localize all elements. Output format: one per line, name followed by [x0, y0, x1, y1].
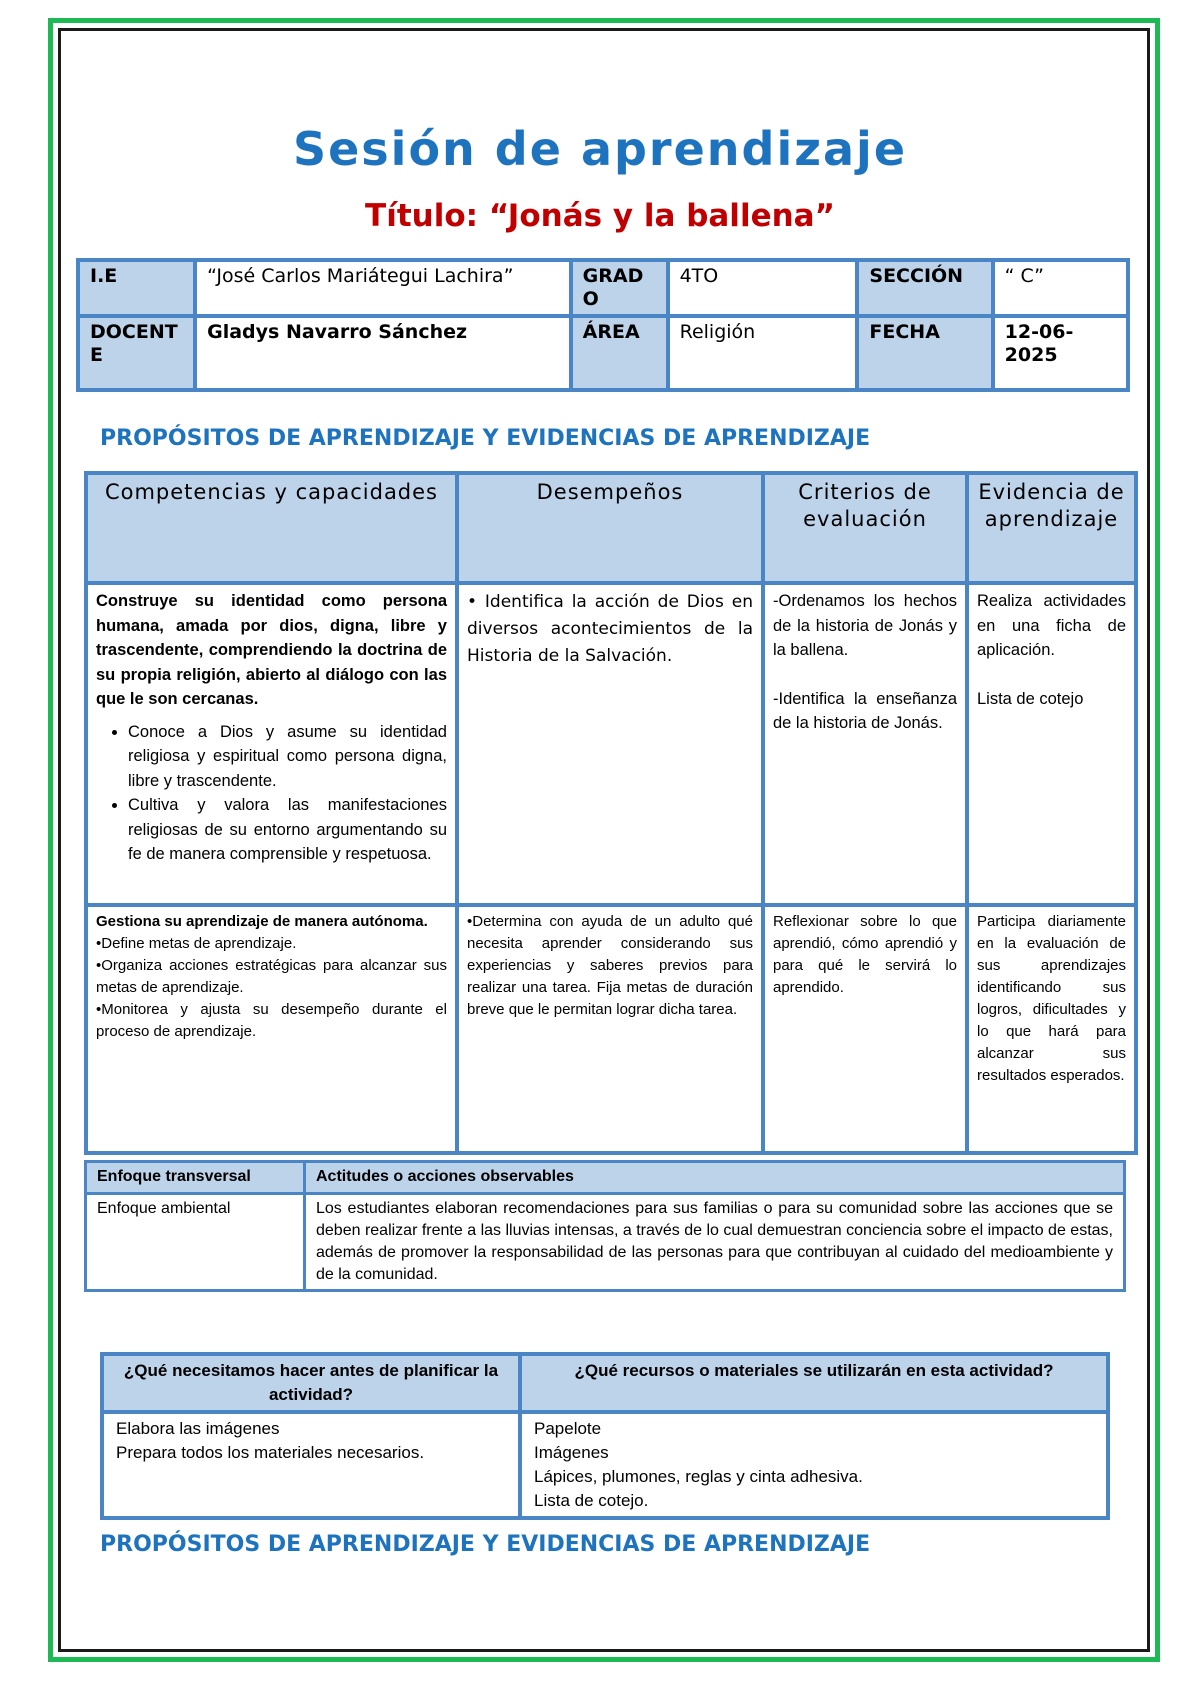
list-item: Lápices, plumones, reglas y cinta adhesiva. — [534, 1467, 863, 1486]
ie-value: “José Carlos Mariátegui Lachira” — [195, 260, 571, 316]
competencia-cell-2 — [86, 905, 457, 1153]
list-item: •Define metas de aprendizaje. — [96, 935, 297, 952]
header-competencias: Competencias y capacidades — [86, 473, 457, 583]
docente-value: Gladys Navarro Sánchez — [195, 316, 571, 390]
grado-value: 4TO — [668, 260, 858, 316]
capacidades-list — [96, 720, 447, 867]
competencias-table — [84, 471, 1138, 1155]
evidencia-item: Realiza actividades en una ficha de aplicación. — [977, 592, 1126, 659]
enfoque-table — [84, 1160, 1126, 1292]
list-item: Imágenes — [534, 1443, 609, 1462]
grado-label: GRADO — [571, 260, 668, 316]
header-criterios: Criterios de evaluación — [763, 473, 967, 583]
antes-cell — [102, 1412, 520, 1518]
evidencia-cell-1 — [967, 583, 1136, 905]
list-item: •Monitorea y ajusta su desempeño durante el proceso de aprendizaje. — [96, 1001, 447, 1040]
seccion-value: “ C” — [993, 260, 1128, 316]
competencia-title: Construye su identidad como persona humana, amada por dios, digna, libre y trascendente, comprendiendo la doctrina de su propia religión, abierto al diálogo con las que le son cercanas. — [96, 592, 447, 708]
desempeno-cell-2: •Determina con ayuda de un adulto qué necesita aprender considerando sus experiencias y saberes previos para realizar una tarea. Fija metas de duración breve que le permitan lograr dicha tarea. — [457, 905, 763, 1153]
criterio-cell-1 — [763, 583, 967, 905]
evidencia-cell-2: Participa diariamente en la evaluación de sus aprendizajes identificando sus logros, dificultades y lo que hará para alcanzar sus resultados esperados. — [967, 905, 1136, 1153]
area-value: Religión — [668, 316, 858, 390]
document-title: Sesión de aprendizaje — [292, 122, 908, 176]
list-item: Papelote — [534, 1419, 602, 1438]
list-item: •Organiza acciones estratégicas para alcanzar sus metas de aprendizaje. — [96, 957, 447, 996]
recursos-header: ¿Qué recursos o materiales se utilizarán en esta actividad? — [520, 1354, 1108, 1412]
actitudes-header: Actitudes o acciones observables — [305, 1162, 1125, 1194]
seccion-label: SECCIÓN — [857, 260, 992, 316]
list-item: • Conoce a Dios y asume su identidad religiosa y espiritual como persona digna, libre y trascendente. — [128, 720, 447, 794]
header-evidencia: Evidencia de aprendizaje — [967, 473, 1136, 583]
criterio-item: -Identifica la enseñanza de la historia de Jonás. — [773, 689, 957, 732]
enfoque-name: Enfoque ambiental — [86, 1194, 305, 1291]
list-item: Prepara todos los materiales necesarios. — [116, 1443, 425, 1462]
list-item: • Cultiva y valora las manifestaciones religiosas de su entorno argumentando su fe de manera comprensible y respetuosa. — [128, 793, 447, 867]
competencia-title: Gestiona su aprendizaje de manera autónoma. — [96, 913, 428, 930]
list-item: Lista de cotejo. — [534, 1491, 649, 1510]
fecha-value: 12-06-2025 — [993, 316, 1128, 390]
header-desempenos: Desempeños — [457, 473, 763, 583]
area-label: ÁREA — [571, 316, 668, 390]
enfoque-header: Enfoque transversal — [86, 1162, 305, 1194]
ie-label: I.E — [78, 260, 195, 316]
antes-header: ¿Qué necesitamos hacer antes de planificar la actividad? — [102, 1354, 520, 1412]
enfoque-description: Los estudiantes elaboran recomendaciones para sus familias o para su comunidad sobre las acciones que se deben realizar frente a las lluvias intensas, a través de lo cual demuestran conciencia sobre el impacto de estas, además de promover la responsabilidad de las personas para que contribuyan al cuidado del medioambiente y de la comunidad. — [305, 1194, 1125, 1291]
evidencia-item: Lista de cotejo — [977, 689, 1084, 708]
document-subtitle: Título: “Jonás y la ballena” — [365, 198, 835, 234]
planificacion-table — [100, 1352, 1110, 1520]
list-item: Elabora las imágenes — [116, 1419, 280, 1438]
competencia-cell-1 — [86, 583, 457, 905]
desempeno-cell-1: • Identifica la acción de Dios en diversos acontecimientos de la Historia de la Salvación. — [457, 583, 763, 905]
section-heading-propositos-2: PROPÓSITOS DE APRENDIZAJE Y EVIDENCIAS DE APRENDIZAJE — [100, 1532, 871, 1557]
criterio-item: -Ordenamos los hechos de la historia de Jonás y la ballena. — [773, 592, 957, 659]
recursos-cell — [520, 1412, 1108, 1518]
info-table — [76, 258, 1130, 392]
docente-label: DOCENTE — [78, 316, 195, 390]
criterio-cell-2: Reflexionar sobre lo que aprendió, cómo aprendió y para qué le servirá lo aprendido. — [763, 905, 967, 1153]
fecha-label: FECHA — [857, 316, 992, 390]
section-heading-propositos: PROPÓSITOS DE APRENDIZAJE Y EVIDENCIAS DE APRENDIZAJE — [100, 426, 871, 451]
